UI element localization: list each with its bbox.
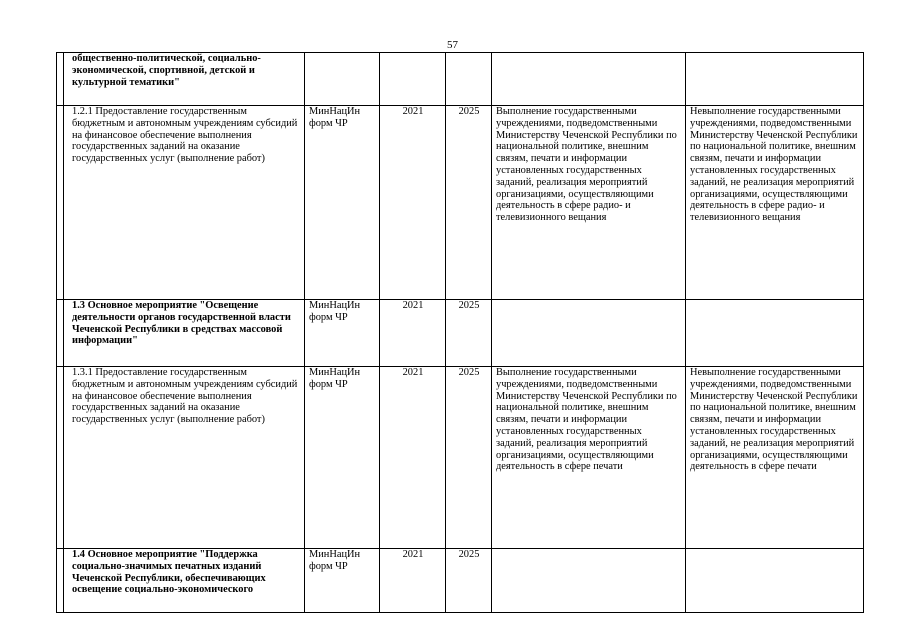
row-number-cell [57,549,64,613]
measure-title-cell: общественно-политической, социально-экономической, спортивной, детской и культурной тематики" [64,53,305,106]
executor-cell [305,53,380,106]
row-number-cell [57,53,64,106]
executor-cell: МинНацИн форм ЧР [305,367,380,549]
consequence-cell: Невыполнение государственными учреждениями, подведомственными Министерству Чеченской Республики по национальной политике, внешним связям, печати и информации установленных государственных заданий, не реализация мероприятий организациями, осуществляющими деятельность в сфере радио- и телевизионного вещания [686,106,864,300]
consequence-cell: Невыполнение государственными учреждениями, подведомственными Министерству Чеченской Республики по национальной политике, внешним связям, печати и информации установленных государственных заданий, не реализация мероприятий организациями, осуществляющими деятельность в сфере печати [686,367,864,549]
table-row [57,549,864,613]
end-year-cell: 2025 [446,549,492,613]
consequence-cell [686,53,864,106]
consequence-cell [686,549,864,613]
executor-cell: МинНацИн форм ЧР [305,549,380,613]
executor-cell: МинНацИн форм ЧР [305,300,380,367]
end-year-cell [446,53,492,106]
executor-cell: МинНацИн форм ЧР [305,106,380,300]
expected-result-cell: Выполнение государственными учреждениями, подведомственными Министерству Чеченской Республики по национальной политике, внешним связям, печати и информации установленных государственных заданий, реализация мероприятий организациями, осуществляющими деятельность в сфере радио- и телевизионного вещания [492,106,686,300]
end-year-cell: 2025 [446,367,492,549]
measure-title-cell: 1.4 Основное мероприятие "Поддержка социально-значимых печатных изданий Чеченской Республики, обеспечивающих освещение социально-экономического [64,549,305,613]
end-year-cell: 2025 [446,106,492,300]
table-row [57,367,864,549]
start-year-cell: 2021 [380,367,446,549]
consequence-cell [686,300,864,367]
table-row [57,53,864,106]
start-year-cell: 2021 [380,549,446,613]
row-number-cell [57,300,64,367]
start-year-cell [380,53,446,106]
expected-result-cell [492,53,686,106]
expected-result-cell: Выполнение государственными учреждениями, подведомственными Министерству Чеченской Республики по национальной политике, внешним связям, печати и информации установленных государственных заданий, реализация мероприятий организациями, осуществляющими деятельность в сфере печати [492,367,686,549]
table-row [57,300,864,367]
expected-result-cell [492,300,686,367]
expected-result-cell [492,549,686,613]
start-year-cell: 2021 [380,300,446,367]
row-number-cell [57,106,64,300]
measure-title-cell: 1.3.1 Предоставление государственным бюджетным и автономным учреждениям субсидий на финансовое обеспечение выполнения государственных заданий на оказание государственных услуг (выполнение работ) [64,367,305,549]
end-year-cell: 2025 [446,300,492,367]
measure-title-cell: 1.2.1 Предоставление государственным бюджетным и автономным учреждениям субсидий на финансовое обеспечение выполнения государственных заданий на оказание государственных услуг (выполнение работ) [64,106,305,300]
start-year-cell: 2021 [380,106,446,300]
table-row [57,106,864,300]
page-number: 57 [447,39,458,51]
program-measures-table [56,52,864,613]
measure-title-cell: 1.3 Основное мероприятие "Освещение деятельности органов государственной власти Чеченской Республики в средствах массовой информации" [64,300,305,367]
row-number-cell [57,367,64,549]
